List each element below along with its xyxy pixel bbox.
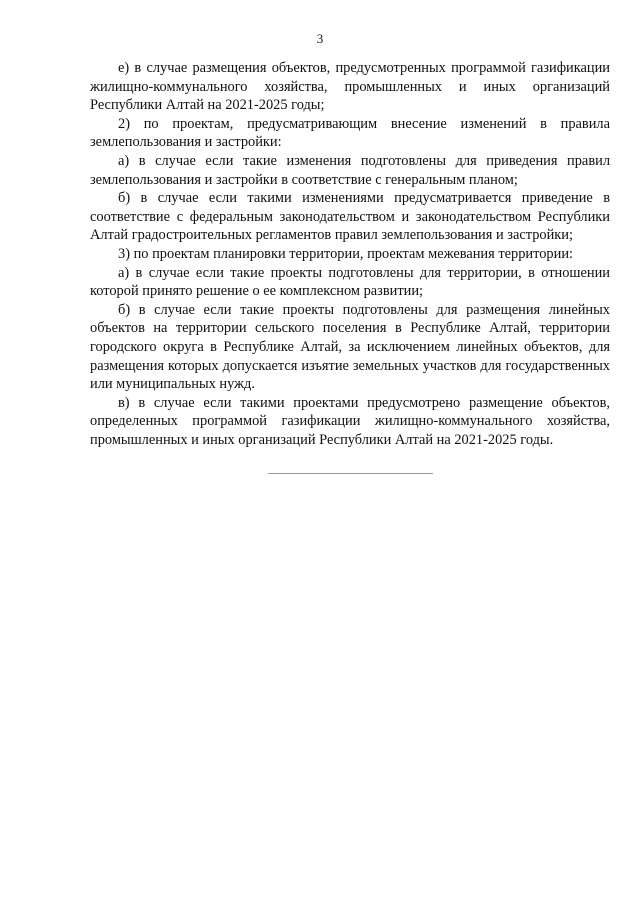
paragraph-sub-b-linear-objects: б) в случае если такие проекты подготовлены для размещения линейных объектов на территории сельского поселения в Республике Алтай, территории городского округа в Республике Алтай, за исключением линейных объектов, для размещения которых допускается изъятие земельных участков для государственных или муниципальных нужд. — [90, 301, 610, 393]
paragraph-item-e-gasification: е) в случае размещения объектов, предусмотренных программой газификации жилищно-коммунального хозяйства, промышленных и иных организаций Республики Алтай на 2021-2025 годы; — [90, 60, 610, 114]
end-divider-line — [268, 473, 433, 474]
paragraph-sub-b-legislation: б) в случае если такими изменениями предусматривается приведение в соответствие с федеральным законодательством и законодательством Республики Алтай градостроительных регламентов правил землепользования и застройки; — [90, 190, 610, 244]
paragraph-sub-a-complex-development: а) в случае если такие проекты подготовлены для территории, в отношении которой принято решение о ее комплексном развитии; — [90, 264, 610, 300]
document-body — [90, 59, 610, 449]
paragraph-sub-v-gasification: в) в случае если такими проектами предусмотрено размещение объектов, определенных программой газификации жилищно-коммунального хозяйства, промышленных и иных организаций Республики Алтай на 2021-2025 годы. — [90, 394, 610, 448]
paragraph-sub-a-general-plan: а) в случае если такие изменения подготовлены для приведения правил землепользования и застройки в соответствие с генеральным планом; — [90, 152, 610, 188]
page-number: 3 — [316, 31, 324, 46]
paragraph-territory-planning: 3) по проектам планировки территории, проектам межевания территории: — [118, 245, 574, 262]
paragraph-land-use-rules: 2) по проектам, предусматривающим внесение изменений в правила землепользования и застройки: — [90, 115, 610, 151]
